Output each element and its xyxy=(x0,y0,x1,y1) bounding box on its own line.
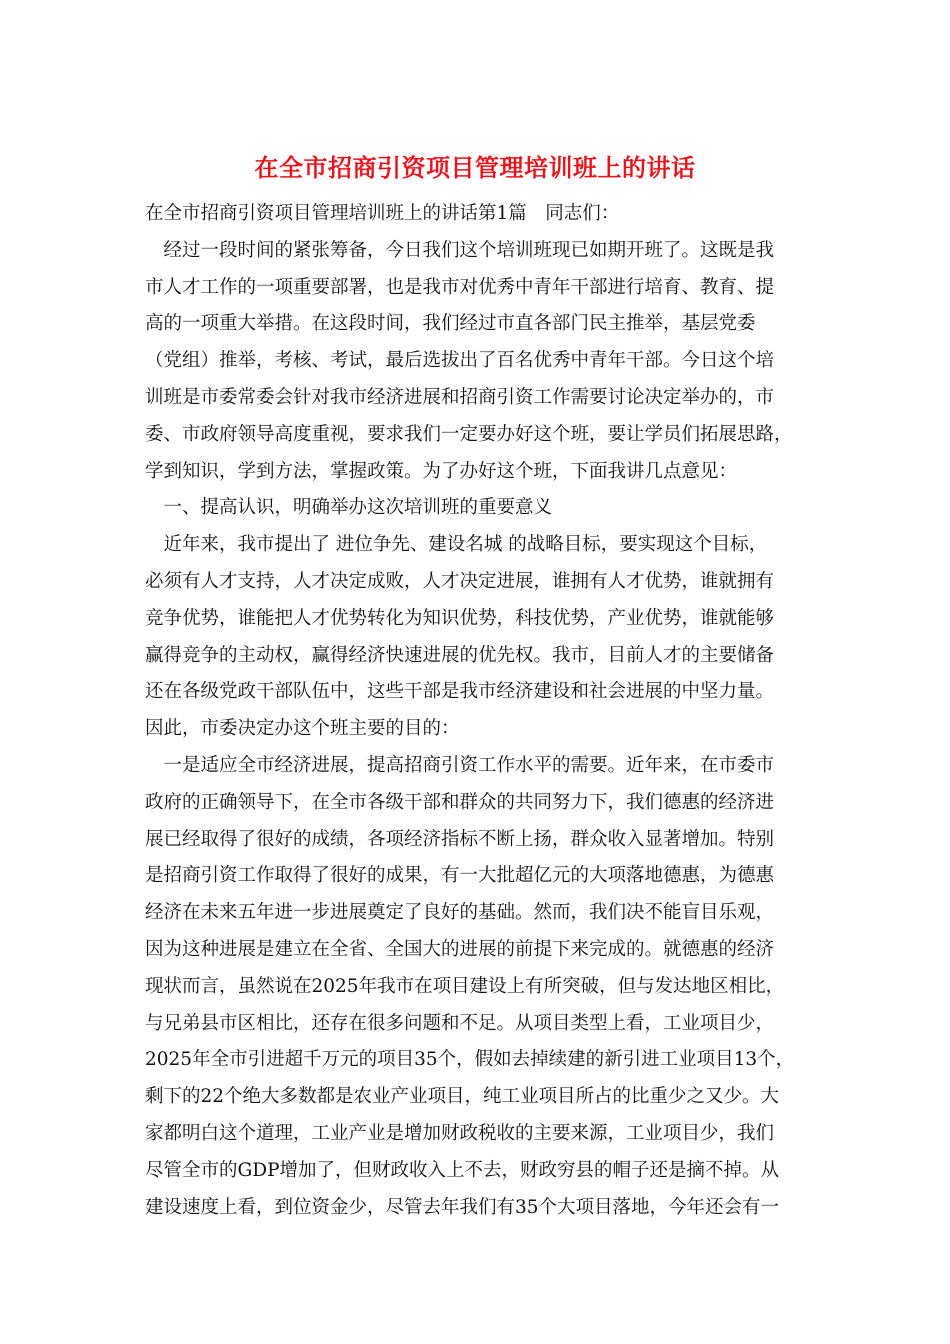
text-line: 训班是市委常委会针对我市经济进展和招商引资工作需要讨论决定举办的，市 xyxy=(145,386,775,408)
text-line: 委、市政府领导高度重视，要求我们一定要办好这个班，要让学员们拓展思路， xyxy=(145,423,793,445)
text-line: 尽管全市的GDP增加了，但财政收入上不去，财政穷县的帽子还是摘不掉。从 xyxy=(145,1159,780,1181)
text-line: 2025年全市引进超千万元的项目35个，假如去掉续建的新引进工业项目13个， xyxy=(145,1049,795,1071)
text-line: 现状而言，虽然说在2025年我市在项目建设上有所突破，但与发达地区相比， xyxy=(145,975,785,997)
text-line: 展已经取得了很好的成绩，各项经济指标不断上扬，群众收入显著增加。特别 xyxy=(145,828,775,850)
text-line: 与兄弟县市区相比，还存在很多问题和不足。从项目类型上看，工业项目少， xyxy=(145,1012,775,1034)
text-line: 学到知识，学到方法，掌握政策。为了办好这个班，下面我讲几点意见： xyxy=(145,460,738,482)
document-title: 在全市招商引资项目管理培训班上的讲话 xyxy=(254,153,696,182)
text-line: 剩下的22个绝大多数都是农业产业项目，纯工业项目所占的比重少之又少。大 xyxy=(145,1086,780,1108)
text-line: 一是适应全市经济进展，提高招商引资工作水平的需要。近年来，在市委市 xyxy=(145,754,775,776)
text-line: 建设速度上看，到位资金少，尽管去年我们有35个大项目落地，今年还会有一 xyxy=(145,1196,780,1218)
text-line: 竞争优势，谁能把人才优势转化为知识优势，科技优势，产业优势，谁就能够 xyxy=(145,607,775,629)
text-line: 赢得竞争的主动权，赢得经济快速进展的优先权。我市，目前人才的主要储备 xyxy=(145,644,775,666)
text-line: 高的一项重大举措。在这段时间，我们经过市直各部门民主推举，基层党委 xyxy=(145,313,756,335)
text-line: 一、提高认识，明确举办这次培训班的重要意义 xyxy=(145,497,553,519)
text-line: 因此，市委决定办这个班主要的目的： xyxy=(145,718,460,740)
text-line: 市人才工作的一项重要部署，也是我市对优秀中青年干部进行培育、教育、提 xyxy=(145,276,775,298)
text-line: 还在各级党政干部队伍中，这些干部是我市经济建设和社会进展的中坚力量。 xyxy=(145,681,775,703)
text-line: 因为这种进展是建立在全省、全国大的进展的前提下来完成的。就德惠的经济 xyxy=(145,938,775,960)
text-line: 是招商引资工作取得了很好的成果，有一大批超亿元的大项落地德惠，为德惠 xyxy=(145,865,775,887)
text-line: 经过一段时间的紧张筹备，今日我们这个培训班现已如期开班了。这既是我 xyxy=(145,239,775,261)
text-line: 家都明白这个道理，工业产业是增加财政税收的主要来源，工业项目少，我们 xyxy=(145,1122,775,1144)
text-line: 必须有人才支持，人才决定成败，人才决定进展，谁拥有人才优势，谁就拥有 xyxy=(145,570,775,592)
text-line: 在全市招商引资项目管理培训班上的讲话第1篇 同志们： xyxy=(145,203,620,224)
text-line: （党组）推举，考核、考试，最后选拔出了百名优秀中青年干部。今日这个培 xyxy=(145,350,775,372)
document-body xyxy=(145,196,805,1226)
text-line: 政府的正确领导下，在全市各级干部和群众的共同努力下，我们德惠的经济进 xyxy=(145,791,775,813)
text-line: 近年来，我市提出了 进位争先、建设名城 的战略目标，要实现这个目标， xyxy=(145,534,768,556)
text-line: 经济在未来五年进一步进展奠定了良好的基础。然而，我们决不能盲目乐观， xyxy=(145,902,775,924)
